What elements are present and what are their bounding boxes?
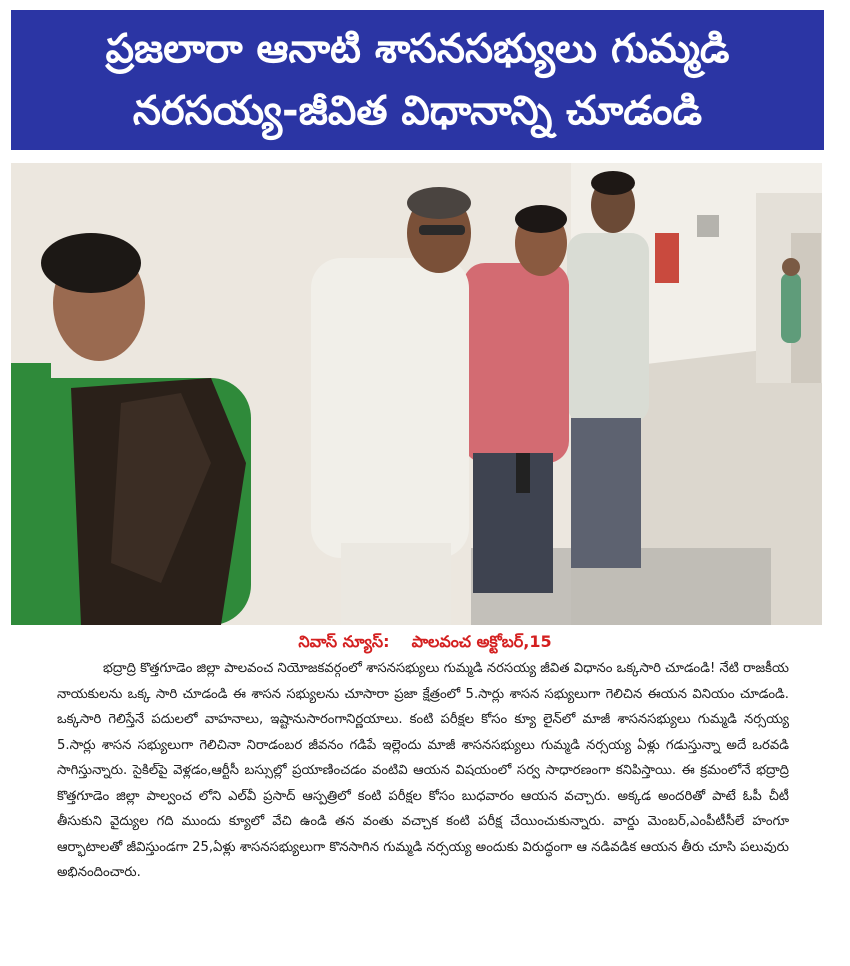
news-photo: [11, 163, 822, 625]
news-photo-illustration: [11, 163, 822, 625]
headline-line-2: నరసయ్య-జీవిత విధానాన్ని చూడండి: [132, 88, 703, 134]
headline-banner: [11, 10, 824, 150]
byline-source: నివాస్ న్యూస్:: [298, 632, 390, 651]
article-paragraph: భద్రాద్రి కొత్తగూడెం జిల్లా పాలవంచ నియోజకవర్గంలో శాసనసభ్యులు గుమ్మడి నరసయ్య జీవిత విధానం ఒక్కసారి చూడండి! నేటి రాజకీయ నాయకులను ఒక్క సారి చూడండి ఈ శాసన సభ్యులను చూసారా ప్రజా క్షేత్రంలో 5.సార్లు శాసన సభ్యులుగా గెలిచిన ఈయన వినియం చూడండి. ఒక్కసారి గెలిస్తేనే పదులలో వాహనాలు, ఇష్టానుసారంగానిర్ణయాలు. కంటి పరీక్షల కోసం క్యూ లైన్‌లో మాజీ శాసనసభ్యులు గుమ్మడి నర్సయ్య 5.సార్లు శాసన సభ్యులుగా గెలిచినా నిరాడంబర జీవనం గడిపే ఇల్లెందు మాజీ శాసనసభ్యులు గుమ్మడి నర్సయ్య ఏళ్లు గడుస్తున్నా అదే ఒరవడి సాగిస్తున్నారు. సైకిల్‌పై వెళ్లడం,ఆర్టీసీ బస్సుల్లో ప్రయాణించడం వంటివి ఆయన విషయంలో సర్వ సాధారణంగా కనిపిస్తాయి. ఈ క్రమంలోనే భద్రాద్రి కొత్తగూడెం జిల్లా పాల్వంచ లోని ఎల్‌వీ ప్రసాద్ ఆస్పత్రిలో కంటి పరీక్షల కోసం బుధవారం ఆయన వచ్చారు. అక్కడ అందరితో పాటే ఓపీ చీటీ తీసుకుని వైద్యుల గది ముందు క్యూలో వేచి ఉండి తన వంతు వచ్చాక కంటి పరీక్ష చేయించుకున్నారు. వార్డు మెంబర్,ఎంపీటీసీలే హంగూ ఆర్భాటాలతో జీవిస్తుండగా 25,ఏళ్లు శాసనసభ్యులుగా కొనసాగిన గుమ్మడి నర్సయ్య అందుకు విరుద్ధంగా ఆ నడివడిక ఆయన తీరు చూసి పలువురు అభినందించారు.: [57, 661, 789, 880]
article-body: [57, 656, 789, 886]
byline: [0, 630, 850, 654]
headline-line-1: ప్రజలారా ఆనాటి శాసనసభ్యులు గుమ్మడి: [105, 26, 730, 72]
byline-place-date: పాలవంచ అక్టోబర్,15: [411, 632, 552, 651]
